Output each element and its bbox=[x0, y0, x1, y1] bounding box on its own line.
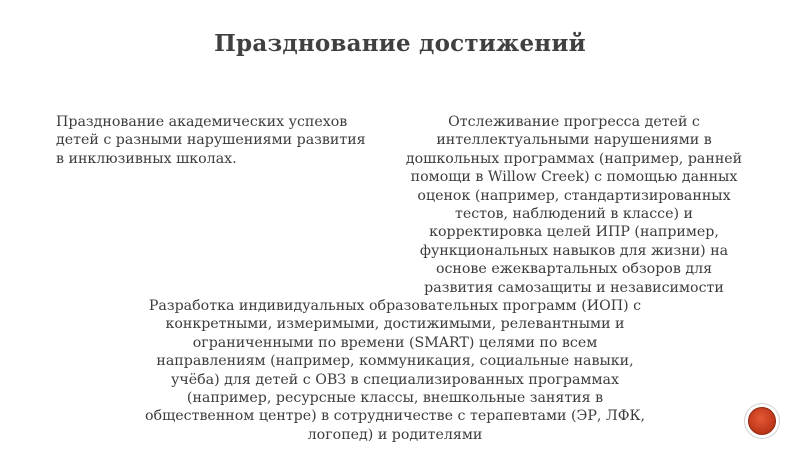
text-line: основе ежеквартальных обзоров для bbox=[435, 261, 713, 278]
text-line: конкретными, измеримыми, достижимыми, релевантными и bbox=[165, 316, 625, 333]
slide-title: Празднование достижений bbox=[214, 30, 586, 57]
text-line: Празднование академических успехов bbox=[56, 114, 348, 130]
text-line: в инклюзивных школах. bbox=[56, 150, 237, 167]
text-line: общественном центре) в сотрудничестве с терапевтами (ЭР, ЛФК, bbox=[144, 408, 646, 425]
text-line: (например, ресурсные классы, внешкольные занятия в bbox=[186, 390, 604, 407]
left-text-block bbox=[56, 113, 386, 168]
text-line: детей с разными нарушениями развития bbox=[56, 132, 366, 149]
circle-button-icon bbox=[748, 407, 776, 435]
text-line: направлениям (например, коммуникация, социальные навыки, bbox=[156, 353, 634, 370]
text-line: учёба) для детей с ОВЗ в специализированных программах bbox=[171, 371, 619, 388]
text-line: развития самозащиты и независимости bbox=[424, 279, 724, 296]
text-line: корректировка целей ИПР (например, bbox=[429, 224, 719, 241]
text-line: оценок (например, стандартизированных bbox=[417, 187, 731, 204]
right-text-block bbox=[394, 113, 754, 297]
text-line: Отслеживание прогресса детей с bbox=[448, 114, 700, 130]
text-line: интеллектуальными нарушениями в bbox=[436, 132, 712, 149]
text-line: функциональных навыков для жизни) на bbox=[419, 242, 729, 259]
text-line: Разработка индивидуальных образовательных программ (ИОП) с bbox=[148, 298, 642, 314]
text-line: дошкольных программах (например, ранней bbox=[405, 150, 743, 167]
text-line: помощи в Willow Creek) с помощью данных bbox=[410, 169, 738, 186]
text-line: ограниченными по времени (SMART) целями по всем bbox=[192, 334, 598, 351]
text-line: логопед) и родителями bbox=[307, 426, 483, 443]
text-line: тестов, наблюдений в классе) и bbox=[454, 206, 694, 223]
bottom-text-block bbox=[135, 297, 655, 444]
next-slide-button[interactable] bbox=[745, 404, 779, 438]
